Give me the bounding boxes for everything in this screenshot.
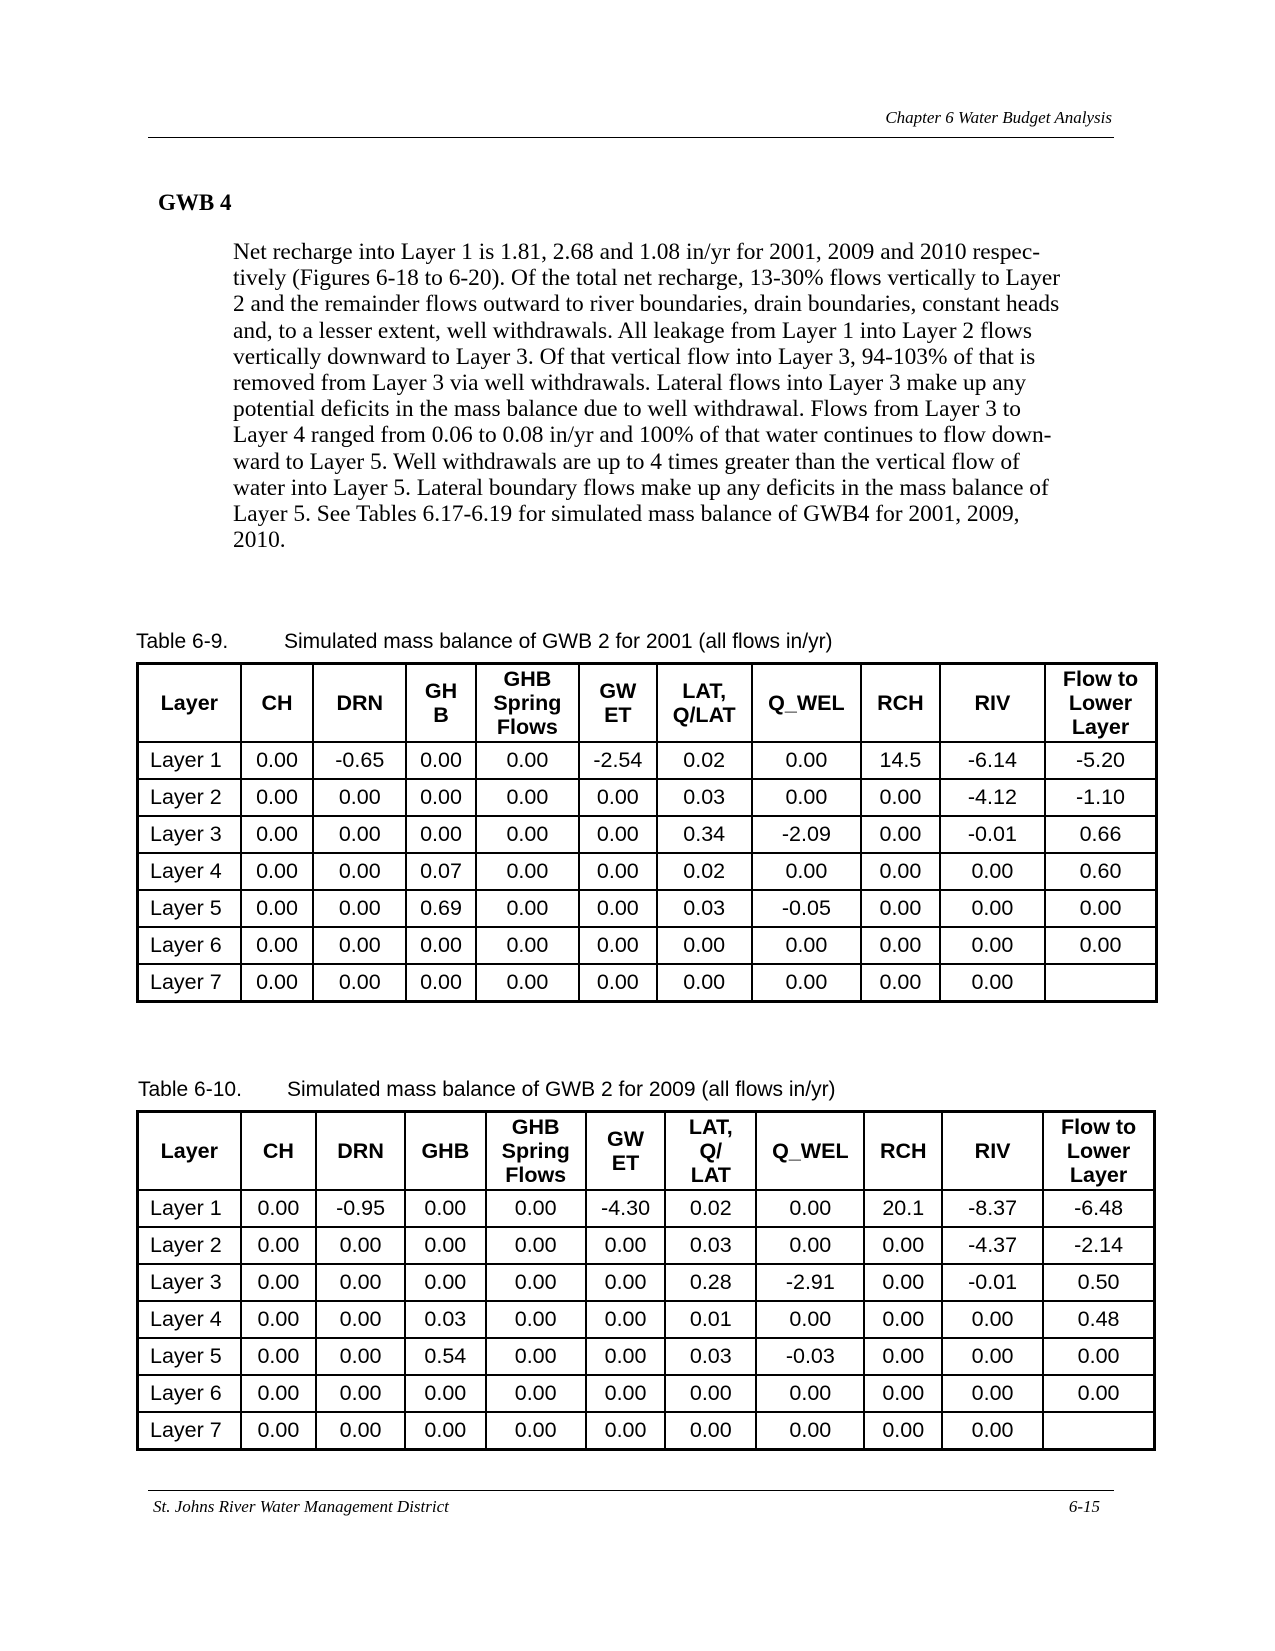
value-cell: -4.30	[586, 1190, 666, 1227]
value-cell: 0.00	[241, 742, 314, 779]
table-caption	[138, 1078, 836, 1102]
value-cell: 0.00	[405, 1264, 486, 1301]
value-cell: 0.00	[476, 742, 579, 779]
column-header-line: RCH	[877, 691, 924, 715]
value-cell: 0.00	[241, 1301, 317, 1338]
column-header-line: Flow to	[1060, 1115, 1137, 1139]
value-cell: 0.00	[586, 1264, 666, 1301]
column-header-line: RIV	[974, 691, 1011, 715]
value-cell: 0.00	[579, 927, 657, 964]
value-cell: 0.00	[752, 927, 861, 964]
column-header	[138, 1112, 241, 1191]
table-row	[138, 1190, 1155, 1227]
table-number: Table 6-10.	[138, 1078, 242, 1101]
column-header-line: DRN	[337, 1139, 384, 1163]
running-header: Chapter 6 Water Budget Analysis	[885, 108, 1112, 127]
column-header-line: LAT,	[682, 679, 727, 703]
value-cell: 0.03	[665, 1227, 756, 1264]
value-cell: 0.00	[313, 816, 406, 853]
table-row	[138, 1264, 1155, 1301]
value-cell: 0.00	[586, 1412, 666, 1450]
value-cell: 0.00	[313, 890, 406, 927]
value-cell: 0.03	[657, 779, 752, 816]
value-cell: -1.10	[1045, 779, 1156, 816]
value-cell: 0.00	[241, 816, 314, 853]
column-header	[579, 664, 657, 743]
value-cell: 0.00	[756, 1375, 864, 1412]
value-cell: 0.00	[313, 853, 406, 890]
value-cell: 0.00	[1043, 1375, 1154, 1412]
value-cell: 0.00	[579, 890, 657, 927]
value-cell: 0.00	[486, 1227, 586, 1264]
column-header-line: GHB	[421, 1139, 470, 1163]
value-cell: 0.00	[665, 1375, 756, 1412]
row-label-cell: Layer 3	[138, 816, 241, 853]
value-cell: 0.00	[316, 1412, 405, 1450]
value-cell: 0.00	[752, 742, 861, 779]
value-cell: -4.12	[940, 779, 1045, 816]
value-cell: -6.14	[940, 742, 1045, 779]
value-cell: 0.00	[579, 816, 657, 853]
value-cell: 0.00	[316, 1338, 405, 1375]
column-header-line: GHB	[503, 667, 552, 691]
column-header	[861, 664, 940, 743]
paragraph-line: Layer 5. See Tables 6.17-6.19 for simulated mass balance of GWB4 for 2001, 2009,	[233, 501, 1020, 528]
value-cell: 0.00	[316, 1301, 405, 1338]
table-row	[138, 1301, 1155, 1338]
value-cell: 0.69	[406, 890, 476, 927]
value-cell: 0.00	[406, 779, 476, 816]
value-cell: 0.00	[486, 1338, 586, 1375]
column-header-line: Spring	[493, 691, 562, 715]
value-cell: 0.00	[940, 890, 1045, 927]
row-label-cell: Layer 1	[138, 742, 241, 779]
value-cell: 0.00	[241, 1338, 317, 1375]
column-header-line: RCH	[879, 1139, 927, 1163]
column-header-line: Layer	[1069, 1163, 1128, 1187]
paragraph-line: tively (Figures 6-18 to 6-20). Of the total net recharge, 13-30% flows vertically to Layer	[233, 265, 1061, 292]
column-header-line: Q/LAT	[672, 703, 736, 727]
table-row	[138, 1375, 1155, 1412]
paragraph-line: and, to a lesser extent, well withdrawals. All leakage from Layer 1 into Layer 2 flows	[233, 317, 1032, 344]
value-cell: 0.00	[241, 853, 314, 890]
table-row	[138, 853, 1157, 890]
row-label-cell: Layer 6	[138, 1375, 241, 1412]
value-cell: 0.00	[241, 1375, 317, 1412]
row-label-cell: Layer 4	[138, 853, 241, 890]
value-cell: -4.37	[942, 1227, 1043, 1264]
row-label-cell: Layer 3	[138, 1264, 241, 1301]
column-header	[942, 1112, 1043, 1191]
value-cell: 0.00	[486, 1412, 586, 1450]
column-header-line: GW	[607, 1127, 645, 1151]
value-cell: 0.07	[406, 853, 476, 890]
value-cell: 0.00	[476, 964, 579, 1002]
column-header-line: DRN	[336, 691, 384, 715]
value-cell: 0.00	[316, 1227, 405, 1264]
value-cell: 0.00	[486, 1264, 586, 1301]
value-cell: 0.00	[241, 779, 314, 816]
column-header-line: Lower	[1066, 1139, 1131, 1163]
table-caption	[136, 630, 833, 654]
value-cell: 0.00	[864, 1227, 942, 1264]
table-row	[138, 890, 1157, 927]
column-header-line: RIV	[974, 1139, 1011, 1163]
value-cell: 0.00	[405, 1227, 486, 1264]
column-header	[1043, 1112, 1154, 1191]
value-cell: 20.1	[864, 1190, 942, 1227]
value-cell: 0.00	[241, 1190, 317, 1227]
value-cell: 0.00	[313, 964, 406, 1002]
value-cell: 0.00	[861, 816, 940, 853]
value-cell: -0.03	[756, 1338, 864, 1375]
value-cell: 0.03	[657, 890, 752, 927]
value-cell: 0.00	[313, 927, 406, 964]
value-cell: -0.95	[316, 1190, 405, 1227]
value-cell: 0.00	[316, 1264, 405, 1301]
paragraph-line: removed from Layer 3 via well withdrawals. Lateral flows into Layer 3 make up any	[233, 370, 1027, 397]
column-header-line: Spring	[501, 1139, 570, 1163]
column-header-line: Flows	[496, 715, 558, 739]
table-row	[138, 1227, 1155, 1264]
value-cell: 0.00	[657, 927, 752, 964]
column-header-line: Layer	[160, 691, 219, 715]
paragraph-line: 2010.	[233, 527, 286, 554]
value-cell: 0.50	[1043, 1264, 1154, 1301]
column-header	[756, 1112, 864, 1191]
footer-organization: St. Johns River Water Management District	[153, 1497, 449, 1516]
value-cell: 0.00	[476, 779, 579, 816]
body-paragraph	[233, 239, 1118, 553]
value-cell: 0.00	[241, 1412, 317, 1450]
value-cell: 0.00	[313, 779, 406, 816]
section-heading: GWB 4	[158, 190, 232, 215]
value-cell: -2.14	[1043, 1227, 1154, 1264]
value-cell: 0.00	[756, 1190, 864, 1227]
value-cell: 0.00	[752, 853, 861, 890]
table-caption-text: Simulated mass balance of GWB 2 for 2001 (all flows in/yr)	[284, 630, 833, 653]
column-header	[665, 1112, 756, 1191]
column-header	[405, 1112, 486, 1191]
value-cell: 0.00	[864, 1264, 942, 1301]
value-cell: 0.00	[940, 964, 1045, 1002]
value-cell: -2.91	[756, 1264, 864, 1301]
value-cell: 0.00	[861, 890, 940, 927]
value-cell: 0.00	[861, 927, 940, 964]
value-cell: 0.00	[405, 1375, 486, 1412]
value-cell: 0.00	[241, 1264, 317, 1301]
paragraph-line: ward to Layer 5. Well withdrawals are up to 4 times greater than the vertical flow of	[233, 448, 1020, 475]
column-header-line: ET	[611, 1151, 640, 1175]
value-cell: 0.00	[476, 890, 579, 927]
column-header-line: ET	[604, 703, 632, 727]
column-header-line: Flow to	[1062, 667, 1139, 691]
value-cell: 0.00	[241, 1227, 317, 1264]
value-cell: 0.00	[406, 927, 476, 964]
value-cell: 0.00	[486, 1375, 586, 1412]
value-cell: 0.00	[942, 1375, 1043, 1412]
table-caption-text: Simulated mass balance of GWB 2 for 2009 (all flows in/yr)	[287, 1078, 836, 1101]
value-cell: 0.02	[657, 742, 752, 779]
row-label-cell: Layer 4	[138, 1301, 241, 1338]
value-cell: 0.00	[864, 1375, 942, 1412]
table-row	[138, 927, 1157, 964]
value-cell: 0.00	[476, 927, 579, 964]
value-cell: 0.00	[942, 1412, 1043, 1450]
value-cell: 0.00	[476, 816, 579, 853]
value-cell: 0.00	[861, 853, 940, 890]
row-label-cell: Layer 7	[138, 964, 241, 1002]
value-cell: -5.20	[1045, 742, 1156, 779]
value-cell: 0.00	[756, 1412, 864, 1450]
column-header-line: CH	[262, 1139, 294, 1163]
row-label-cell: Layer 7	[138, 1412, 241, 1450]
row-label-cell: Layer 5	[138, 890, 241, 927]
paragraph-line: Net recharge into Layer 1 is 1.81, 2.68 and 1.08 in/yr for 2001, 2009 and 2010 respec-	[233, 239, 1040, 265]
column-header	[486, 1112, 586, 1191]
footer-page-number: 6-15	[1068, 1497, 1100, 1516]
mass-balance-table-2009	[136, 1110, 1156, 1451]
column-header-line: Flows	[505, 1163, 567, 1187]
column-header	[586, 1112, 666, 1191]
value-cell: 0.00	[752, 964, 861, 1002]
value-cell: -6.48	[1043, 1190, 1154, 1227]
column-header-line: Layer	[1071, 715, 1130, 739]
value-cell: 0.00	[657, 964, 752, 1002]
value-cell: 0.01	[665, 1301, 756, 1338]
value-cell: 0.00	[579, 964, 657, 1002]
value-cell: 0.00	[406, 742, 476, 779]
footer-rule	[148, 1490, 1114, 1491]
paragraph-line: vertically downward to Layer 3. Of that vertical flow into Layer 3, 94-103% of that is	[233, 343, 1036, 370]
column-header-line: Layer	[160, 1139, 218, 1163]
value-cell	[1043, 1412, 1154, 1450]
value-cell: 0.28	[665, 1264, 756, 1301]
value-cell: 0.00	[406, 816, 476, 853]
value-cell: 0.66	[1045, 816, 1156, 853]
paragraph-line: water into Layer 5. Lateral boundary flows make up any deficits in the mass balance of	[233, 474, 1049, 501]
table-row	[138, 964, 1157, 1002]
value-cell: 0.00	[486, 1190, 586, 1227]
column-header	[864, 1112, 942, 1191]
value-cell: 0.00	[1045, 927, 1156, 964]
value-cell: 0.03	[405, 1301, 486, 1338]
value-cell: -0.05	[752, 890, 861, 927]
column-header	[316, 1112, 405, 1191]
value-cell: 0.00	[586, 1338, 666, 1375]
value-cell: 0.00	[864, 1301, 942, 1338]
value-cell: 0.00	[864, 1412, 942, 1450]
value-cell: 0.00	[316, 1375, 405, 1412]
value-cell: 0.34	[657, 816, 752, 853]
value-cell: 0.02	[665, 1190, 756, 1227]
value-cell: 0.00	[579, 853, 657, 890]
column-header-line: Lower	[1068, 691, 1133, 715]
column-header-line: CH	[261, 691, 293, 715]
value-cell: -0.01	[942, 1264, 1043, 1301]
column-header	[940, 664, 1045, 743]
table-row	[138, 816, 1157, 853]
row-label-cell: Layer 2	[138, 1227, 241, 1264]
value-cell: 0.00	[756, 1301, 864, 1338]
value-cell: 0.00	[586, 1227, 666, 1264]
header-row	[138, 1112, 1155, 1191]
row-label-cell: Layer 1	[138, 1190, 241, 1227]
row-label-cell: Layer 2	[138, 779, 241, 816]
column-header-line: LAT,	[688, 1115, 733, 1139]
paragraph-line: 2 and the remainder flows outward to river boundaries, drain boundaries, constant heads	[233, 291, 1060, 318]
column-header	[406, 664, 476, 743]
column-header-line: GW	[599, 679, 637, 703]
table-row	[138, 1338, 1155, 1375]
value-cell: -0.65	[313, 742, 406, 779]
value-cell: -2.54	[579, 742, 657, 779]
value-cell: 0.00	[241, 927, 314, 964]
row-label-cell: Layer 5	[138, 1338, 241, 1375]
value-cell: 0.00	[756, 1227, 864, 1264]
column-header-line: Q/	[699, 1139, 723, 1163]
column-header	[313, 664, 406, 743]
value-cell: 0.03	[665, 1338, 756, 1375]
value-cell: 0.00	[579, 779, 657, 816]
header-rule	[148, 137, 1114, 138]
column-header	[1045, 664, 1156, 743]
column-header	[138, 664, 241, 743]
table-row	[138, 779, 1157, 816]
value-cell: 0.00	[665, 1412, 756, 1450]
value-cell: 0.00	[586, 1301, 666, 1338]
table-number: Table 6-9.	[136, 630, 229, 653]
value-cell: 0.00	[486, 1301, 586, 1338]
value-cell: 0.00	[1043, 1338, 1154, 1375]
table-row	[138, 742, 1157, 779]
value-cell: 0.00	[940, 853, 1045, 890]
value-cell: 0.00	[752, 779, 861, 816]
column-header-line: Q_WEL	[768, 691, 845, 715]
value-cell: 0.00	[864, 1338, 942, 1375]
paragraph-line: Layer 4 ranged from 0.06 to 0.08 in/yr and 100% of that water continues to flow down-	[233, 422, 1052, 449]
value-cell	[1045, 964, 1156, 1002]
value-cell: 0.00	[1045, 890, 1156, 927]
column-header-line: GH	[424, 679, 458, 703]
column-header-line: B	[433, 703, 449, 727]
table-row	[138, 1412, 1155, 1450]
column-header	[241, 664, 314, 743]
column-header	[657, 664, 752, 743]
value-cell: 14.5	[861, 742, 940, 779]
column-header-line: Q_WEL	[772, 1139, 849, 1163]
value-cell: 0.00	[241, 964, 314, 1002]
value-cell: 0.00	[861, 779, 940, 816]
value-cell: -0.01	[940, 816, 1045, 853]
header-row	[138, 664, 1157, 743]
column-header	[476, 664, 579, 743]
value-cell: -8.37	[942, 1190, 1043, 1227]
value-cell: 0.48	[1043, 1301, 1154, 1338]
value-cell: 0.02	[657, 853, 752, 890]
paragraph-line: potential deficits in the mass balance due to well withdrawal. Flows from Layer 3 to	[233, 396, 1021, 423]
value-cell: 0.60	[1045, 853, 1156, 890]
column-header-line: LAT	[690, 1163, 731, 1187]
value-cell: 0.00	[942, 1338, 1043, 1375]
mass-balance-table-2001	[136, 662, 1158, 1003]
value-cell: 0.00	[940, 927, 1045, 964]
column-header	[241, 1112, 317, 1191]
value-cell: 0.00	[942, 1301, 1043, 1338]
value-cell: 0.00	[476, 853, 579, 890]
value-cell: 0.00	[405, 1412, 486, 1450]
value-cell: -2.09	[752, 816, 861, 853]
column-header-line: GHB	[511, 1115, 560, 1139]
value-cell: 0.00	[861, 964, 940, 1002]
value-cell: 0.00	[241, 890, 314, 927]
value-cell: 0.00	[405, 1190, 486, 1227]
column-header	[752, 664, 861, 743]
value-cell: 0.00	[406, 964, 476, 1002]
value-cell: 0.00	[586, 1375, 666, 1412]
row-label-cell: Layer 6	[138, 927, 241, 964]
value-cell: 0.54	[405, 1338, 486, 1375]
